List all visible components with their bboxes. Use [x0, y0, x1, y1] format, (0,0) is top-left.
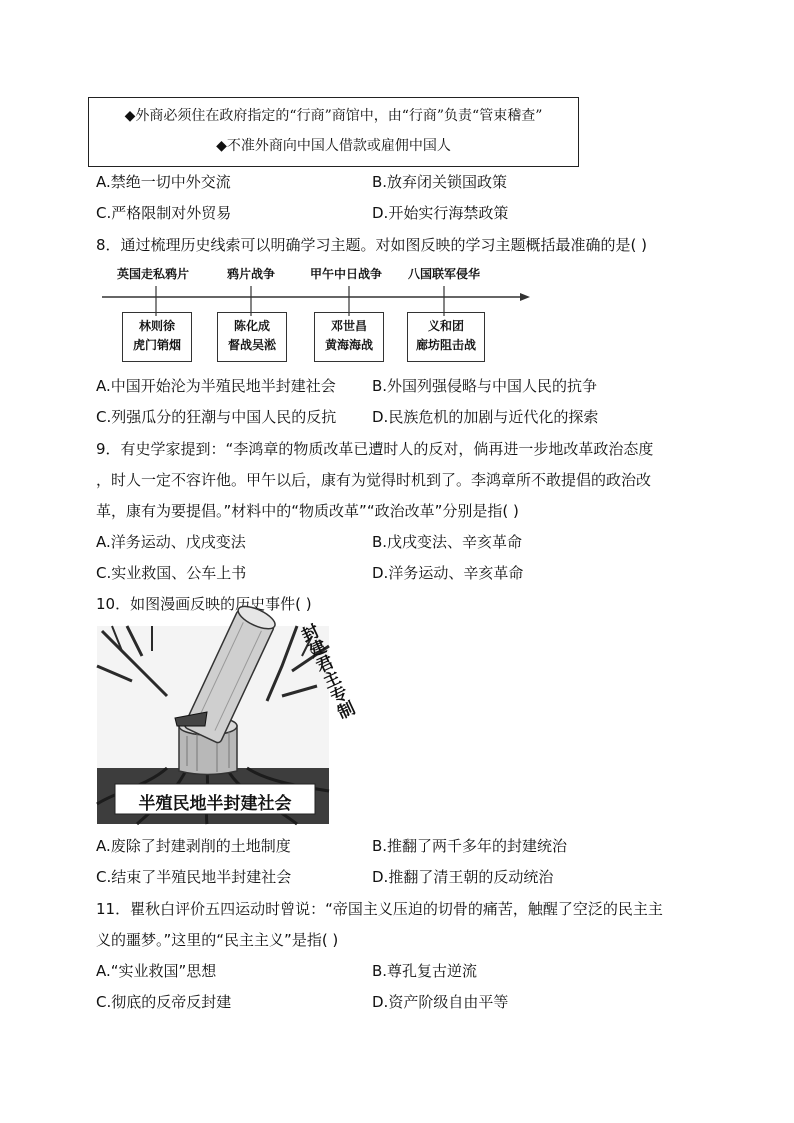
q10-option-a[interactable]: A.废除了封建剥削的土地制度: [96, 837, 291, 855]
q8-timeline: [96, 260, 536, 370]
cartoon-tree-stump: [97, 621, 357, 824]
q11-option-d[interactable]: D.资产阶级自由平等: [372, 993, 509, 1011]
q10-option-c[interactable]: C.结束了半殖民地半封建社会: [96, 868, 292, 886]
timeline-box-3: [314, 312, 384, 362]
timeline-box-4: [407, 312, 485, 362]
timeline-box-2-person: 陈化成: [233, 319, 270, 333]
q7-option-d[interactable]: D.开始实行海禁政策: [372, 204, 509, 222]
material-line-2: ◆不准外商向中国人借款或雇佣中国人: [216, 138, 451, 154]
q9-option-d[interactable]: D.洋务运动、辛亥革命: [372, 564, 524, 582]
material-line-1: ◆外商必须住在政府指定的“行商”商馆中，由“行商”负责“管束稽查”: [124, 108, 543, 124]
q8-option-d[interactable]: D.民族危机的加剧与近代化的探索: [372, 408, 599, 426]
q10-option-d[interactable]: D.推翻了清王朝的反动统治: [372, 868, 554, 886]
q9-option-c[interactable]: C.实业救国、公车上书: [96, 564, 247, 582]
q9-stem-line-1: 9．有史学家提到：“李鸿章的物质改革已遭时人的反对，倘再进一步地改革政治态度: [96, 440, 654, 458]
timeline-label-2: 鸦片战争: [227, 267, 276, 281]
q10-stem: 10．如图漫画反映的历史事件( ): [96, 595, 312, 613]
q11-option-a[interactable]: A.“实业救国”思想: [96, 962, 217, 980]
q11-stem-line-1: 11．瞿秋白评价五四运动时曾说：“帝国主义压迫的切骨的痛苦，触醒了空泛的民主主: [96, 900, 663, 918]
q11-stem-line-2: 义的噩梦。”这里的“民主主义”是指( ): [96, 931, 339, 949]
timeline-label-1: 英国走私鸦片: [117, 267, 190, 281]
material-box: [88, 97, 579, 167]
timeline-box-2-event: 督战吴淞: [227, 338, 276, 352]
timeline-box-3-person: 邓世昌: [330, 319, 367, 333]
q8-option-b[interactable]: B.外国列强侵略与中国人民的抗争: [372, 377, 598, 395]
q7-option-a[interactable]: A.禁绝一切中外交流: [96, 173, 231, 191]
timeline-box-2: [217, 312, 287, 362]
timeline-box-4-event: 廊坊阻击战: [415, 338, 476, 352]
q9-stem-line-2: ，时人一定不容许他。甲午以后，康有为觉得时机到了。李鸿章所不敢提倡的政治改: [96, 471, 652, 489]
q9-option-b[interactable]: B.戊戌变法、辛亥革命: [372, 533, 523, 551]
q8-stem: 8．通过梳理历史线索可以明确学习主题。对如图反映的学习主题概括最准确的是( ): [96, 236, 648, 254]
cartoon-banner: 半殖民地半封建社会: [138, 794, 292, 814]
q7-option-b[interactable]: B.放弃闭关锁国政策: [372, 173, 508, 191]
q7-option-c[interactable]: C.严格限制对外贸易: [96, 204, 232, 222]
q9-option-a[interactable]: A.洋务运动、戊戌变法: [96, 533, 246, 551]
cartoon-log-text: 封建君主专制: [295, 621, 357, 723]
timeline-box-1-event: 虎门销烟: [132, 338, 181, 352]
timeline-box-1: [122, 312, 192, 362]
timeline-label-4: 八国联军侵华: [408, 267, 481, 281]
timeline-label-3: 甲午中日战争: [310, 267, 383, 281]
q8-option-c[interactable]: C.列强瓜分的狂潮与中国人民的反抗: [96, 408, 337, 426]
q8-option-a[interactable]: A.中国开始沦为半殖民地半封建社会: [96, 377, 336, 395]
timeline-box-1-person: 林则徐: [138, 319, 175, 333]
q10-option-b[interactable]: B.推翻了两千多年的封建统治: [372, 837, 568, 855]
q9-stem-line-3: 革，康有为要提倡。”材料中的“物质改革”“政治改革”分别是指( ): [96, 502, 519, 520]
timeline-box-3-event: 黄海海战: [324, 338, 373, 352]
q11-option-b[interactable]: B.尊孔复古逆流: [372, 962, 478, 980]
timeline-box-4-person: 义和团: [427, 319, 464, 333]
q11-option-c[interactable]: C.彻底的反帝反封建: [96, 993, 232, 1011]
